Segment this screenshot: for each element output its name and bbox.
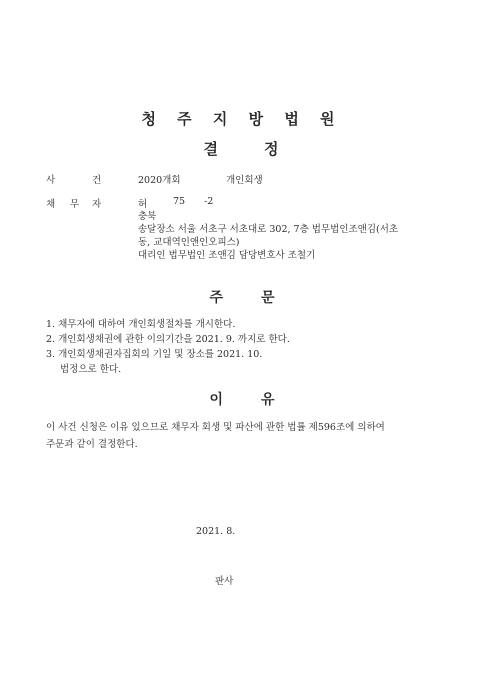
debtor-name-part-1: 허: [138, 199, 148, 210]
debtor-label-1: 채: [46, 199, 56, 210]
case-name: 개인회생: [226, 175, 263, 186]
decision-heading-right: 정: [264, 140, 281, 158]
order-item-2: 2. 개인회생채권에 관한 이의기간을 2021. 9. 까지로 한다.: [46, 334, 290, 345]
debtor-name-part-2: 75: [173, 196, 186, 207]
reason-heading-right: 유: [261, 392, 275, 408]
order-item-1: 1. 채무자에 대하여 개인회생절차를 개시한다.: [46, 319, 236, 330]
debtor-label-3: 자: [92, 199, 102, 210]
debtor-representative: 대리인 법무법인 조앤김 담당변호사 조철기: [138, 250, 316, 261]
order-item-3-continuation: 법정으로 한다.: [60, 364, 122, 375]
debtor-label-2: 무: [70, 199, 80, 210]
judge-label: 판사: [215, 576, 234, 587]
order-item-3: 3. 개인회생채권자집회의 기일 및 장소를 2021. 10.: [46, 349, 263, 360]
order-heading-right: 문: [261, 290, 275, 306]
decision-heading-left: 결: [203, 140, 220, 158]
case-number: 2020개회: [138, 175, 181, 186]
reason-text-line2: 주문과 같이 결정한다.: [46, 439, 138, 450]
order-heading-left: 주: [209, 290, 223, 306]
debtor-region: 충북: [138, 211, 157, 222]
service-address-line1: 송달장소 서울 서초구 서초대로 302, 7층 법무법인조앤김(서초: [138, 224, 399, 235]
debtor-name-part-3: -2: [204, 196, 214, 207]
reason-heading-left: 이: [209, 392, 223, 408]
reason-text-line1: 이 사건 신청은 이유 있으므로 채무자 회생 및 파산에 관한 법률 제596조에 의하여: [46, 422, 385, 433]
case-label-first: 사: [46, 175, 56, 186]
decision-date: 2021. 8.: [196, 526, 236, 537]
reason-heading: [0, 389, 484, 409]
court-name-heading: 청 주 지 방 법 원: [141, 110, 343, 128]
order-heading: [0, 287, 484, 307]
decision-heading: [0, 138, 484, 159]
case-label-second: 건: [92, 175, 102, 186]
service-address-line2: 동, 교대역인앤인오피스): [138, 237, 240, 248]
